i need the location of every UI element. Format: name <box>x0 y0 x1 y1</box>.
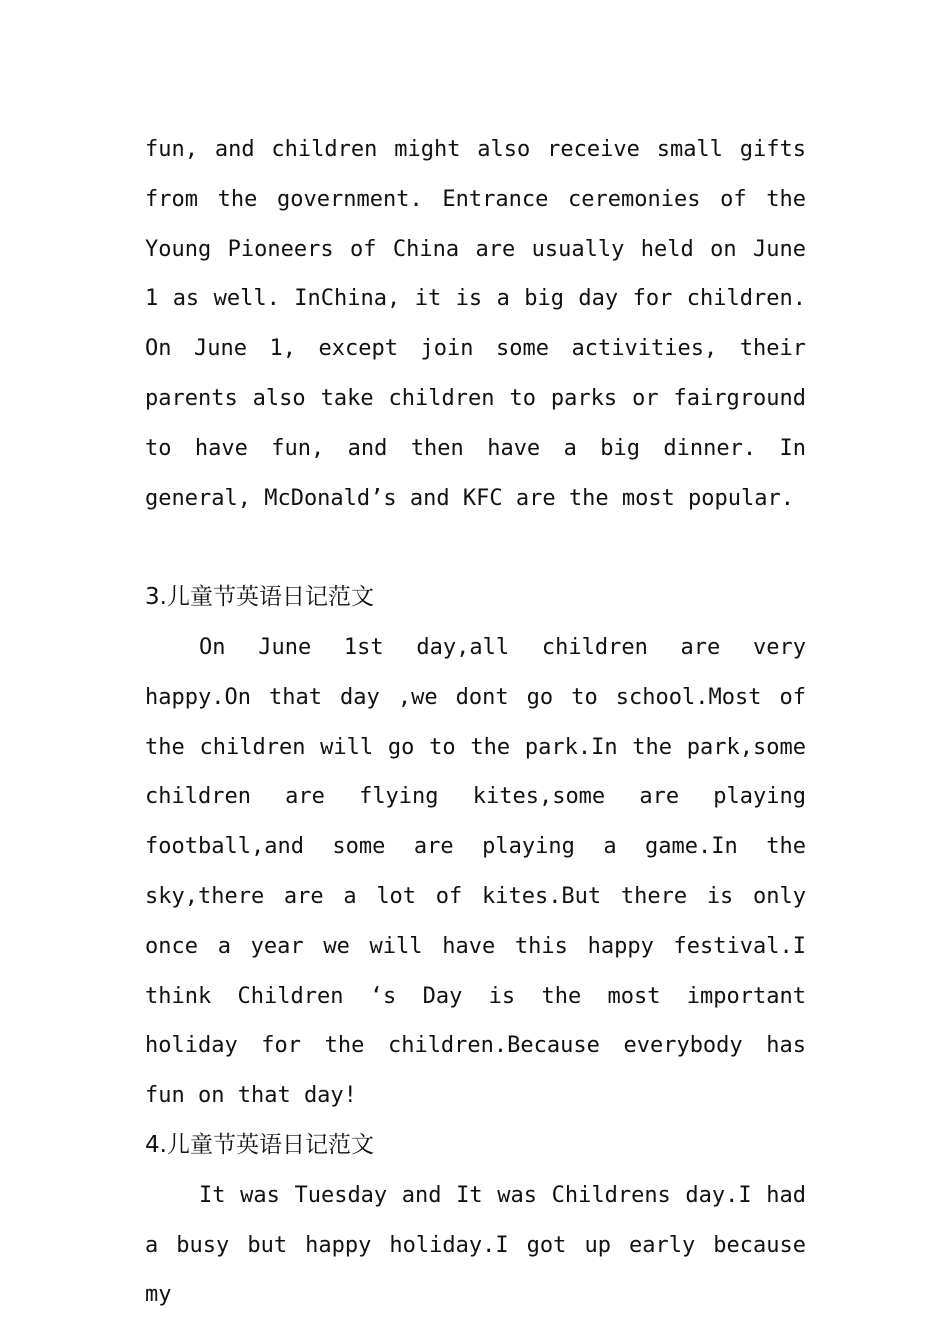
section-3-heading: 3.儿童节英语日记范文 <box>145 584 374 611</box>
section-4-body: It was Tuesday and It was Childrens day.I had a busy but happy holiday.I got up early because my <box>145 1182 806 1308</box>
document-content <box>145 125 806 1320</box>
section-4-heading: 4.儿童节英语日记范文 <box>145 1131 374 1158</box>
section-3-body: On June 1st day,all children are very happy.On that day ,we dont go to school.Most of the children will go to the park.In the park,some children are flying kites,some are playing football,and some are playing a game.In the sky,there are a lot of kites.But there is only once a year we will have this happy festival.I think Children ‘s Day is the most important holiday for the children.Because everybody has fun on that day! <box>145 634 806 1109</box>
paragraph-gap <box>145 523 806 573</box>
continuation-paragraph: fun, and children might also receive small gifts from the government. Entrance ceremonies of the Young Pioneers of China are usually held on June 1 as well. InChina, it is a big day for children. On June 1, except join some activities, their parents also take children to parks or fairground to have fun, and then have a big dinner. In general, McDonald’s and KFC are the most popular. <box>145 137 806 511</box>
